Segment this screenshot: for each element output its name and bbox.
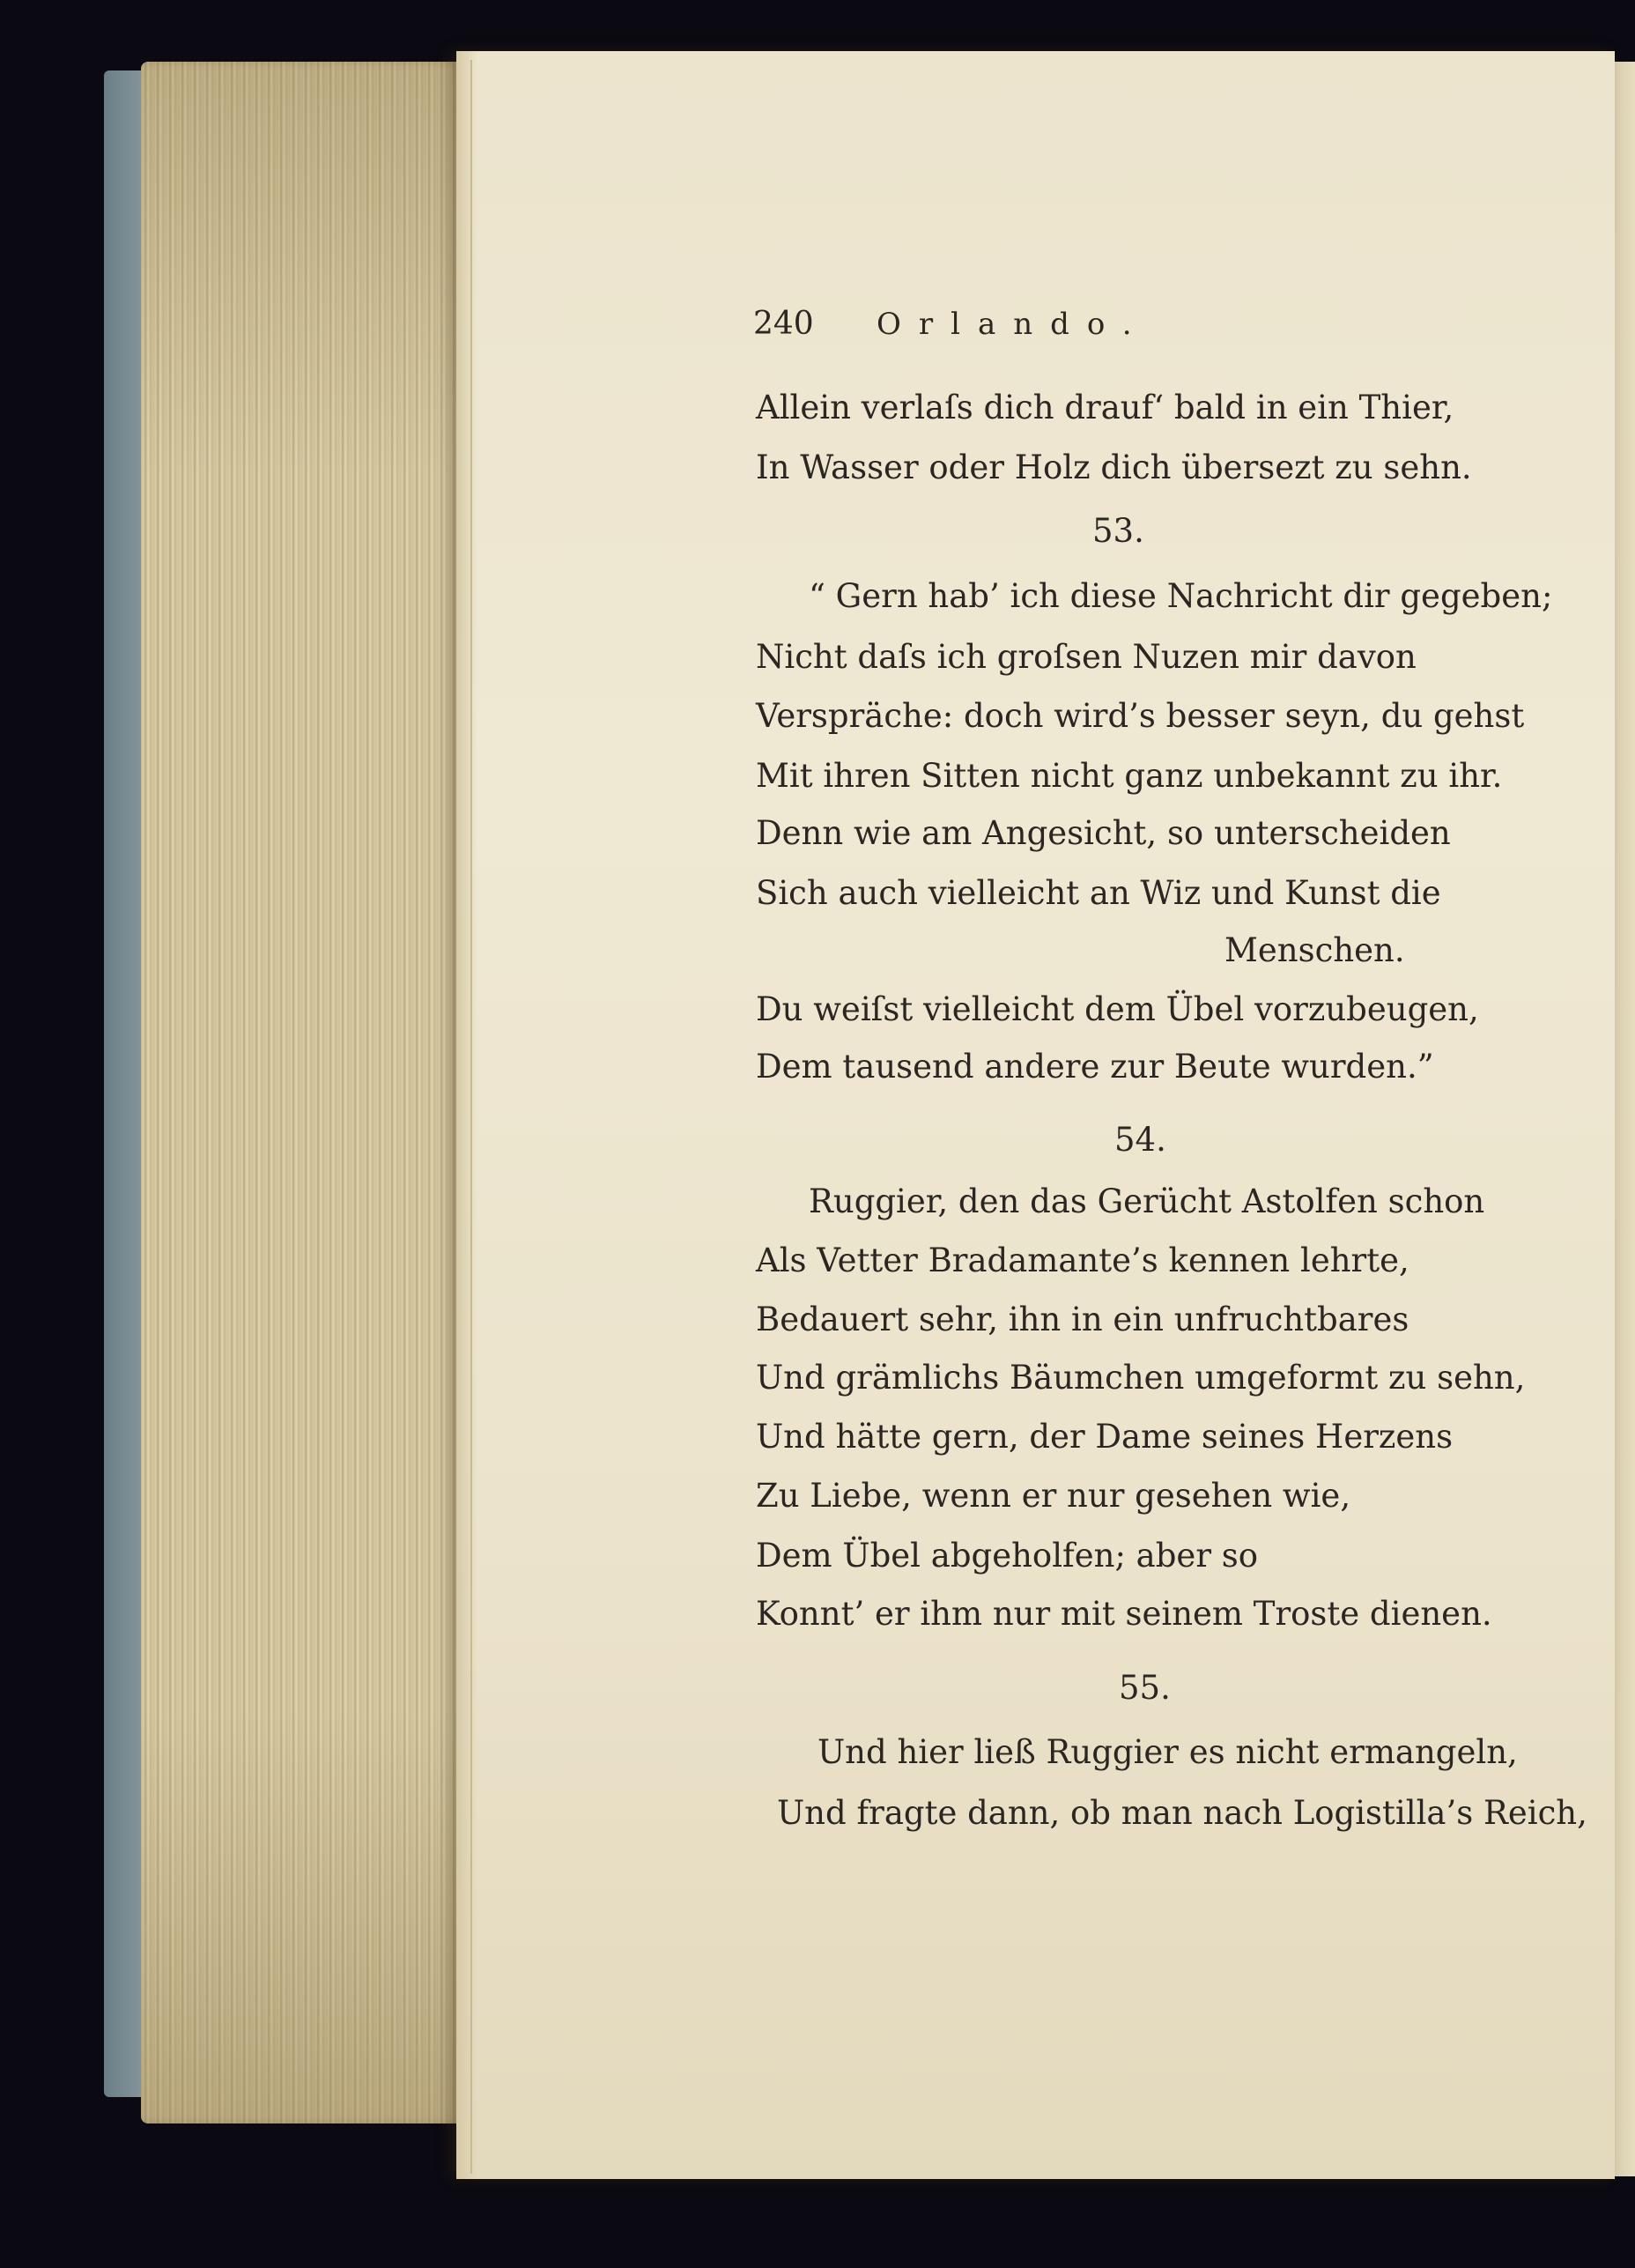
header-title: Orlando. bbox=[877, 307, 1150, 342]
verse-line: Verspräche: doch wird’s besser seyn, du gehst bbox=[756, 697, 1525, 735]
verse-line: Mit ihren Sitten nicht ganz unbekannt zu ihr. bbox=[756, 757, 1503, 795]
turnover-line: Menschen. bbox=[1224, 931, 1405, 969]
verse-line: Denn wie am Angesicht, so unterscheiden bbox=[756, 814, 1451, 852]
verse-line: Bedauert sehr, ihn in ein unfruchtbares bbox=[756, 1301, 1409, 1338]
stanza-number: 53. bbox=[1092, 512, 1144, 550]
verse-line: Nicht daſs ich groſsen Nuzen mir davon bbox=[756, 638, 1417, 676]
verse-line: Als Vetter Bradamante’s kennen lehrte, bbox=[756, 1241, 1409, 1279]
verse-line: Und hätte gern, der Dame seines Herzens bbox=[756, 1418, 1454, 1456]
verse-line: Allein verlaſs dich drauf‘ bald in ein Thier, bbox=[756, 389, 1454, 426]
verse-line: Und fragte dann, ob man nach Logistilla’s Reich, bbox=[777, 1794, 1587, 1832]
verse-line: Ruggier, den das Gerücht Astolfen schon bbox=[809, 1182, 1485, 1220]
verse-line: Du weiſst vielleicht dem Übel vorzubeugen, bbox=[756, 990, 1479, 1028]
verse-line: Dem Übel abgeholfen; aber so bbox=[756, 1537, 1259, 1575]
verse-line: Und hier ließ Ruggier es nicht ermangeln, bbox=[818, 1733, 1518, 1771]
stanza-number: 54. bbox=[1114, 1121, 1166, 1159]
stanza-number: 55. bbox=[1119, 1669, 1171, 1707]
verse-line: Dem tausend andere zur Beute wurden.” bbox=[756, 1048, 1434, 1086]
running-head bbox=[753, 302, 1150, 346]
verse-line: “ Gern hab’ ich diese Nachricht dir gegeben; bbox=[809, 577, 1553, 615]
verse-line: In Wasser oder Holz dich übersezt zu sehn. bbox=[756, 448, 1472, 486]
verse-line: Und grämlichs Bäumchen umgeformt zu sehn, bbox=[756, 1359, 1526, 1397]
page-number: 240 bbox=[753, 306, 814, 342]
verse-line: Sich auch vielleicht an Wiz und Kunst die bbox=[756, 874, 1441, 912]
verse-line: Zu Liebe, wenn er nur gesehen wie, bbox=[756, 1477, 1351, 1515]
verse-line: Konnt’ er ihm nur mit seinem Troste dienen. bbox=[756, 1595, 1492, 1633]
